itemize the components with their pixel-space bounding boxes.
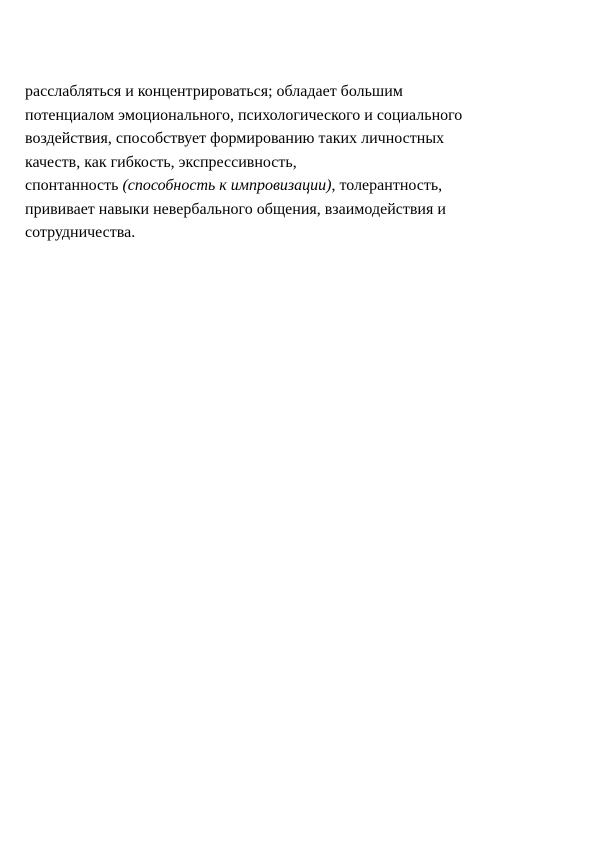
paragraph-line: сотрудничества.: [25, 224, 136, 241]
paragraph-line: воздействия, способствует формированию таких личностных: [25, 130, 445, 147]
italic-parenthetical: (способность к импровизации): [122, 177, 332, 194]
paragraph-line: расслабляться и концентрироваться; обладает большим: [25, 83, 403, 100]
body-paragraph: [25, 80, 585, 245]
paragraph-text: спонтанность: [25, 177, 123, 194]
paragraph-line: качеств, как гибкость, экспрессивность,: [25, 153, 297, 171]
paragraph-line: прививает навыки невербального общения, взаимодействия и: [25, 200, 446, 218]
paragraph-line-with-italic: [25, 174, 585, 198]
paragraph-text: , толерантность,: [331, 177, 443, 194]
paragraph-line: потенциалом эмоционального, психологического и социального: [25, 106, 463, 124]
